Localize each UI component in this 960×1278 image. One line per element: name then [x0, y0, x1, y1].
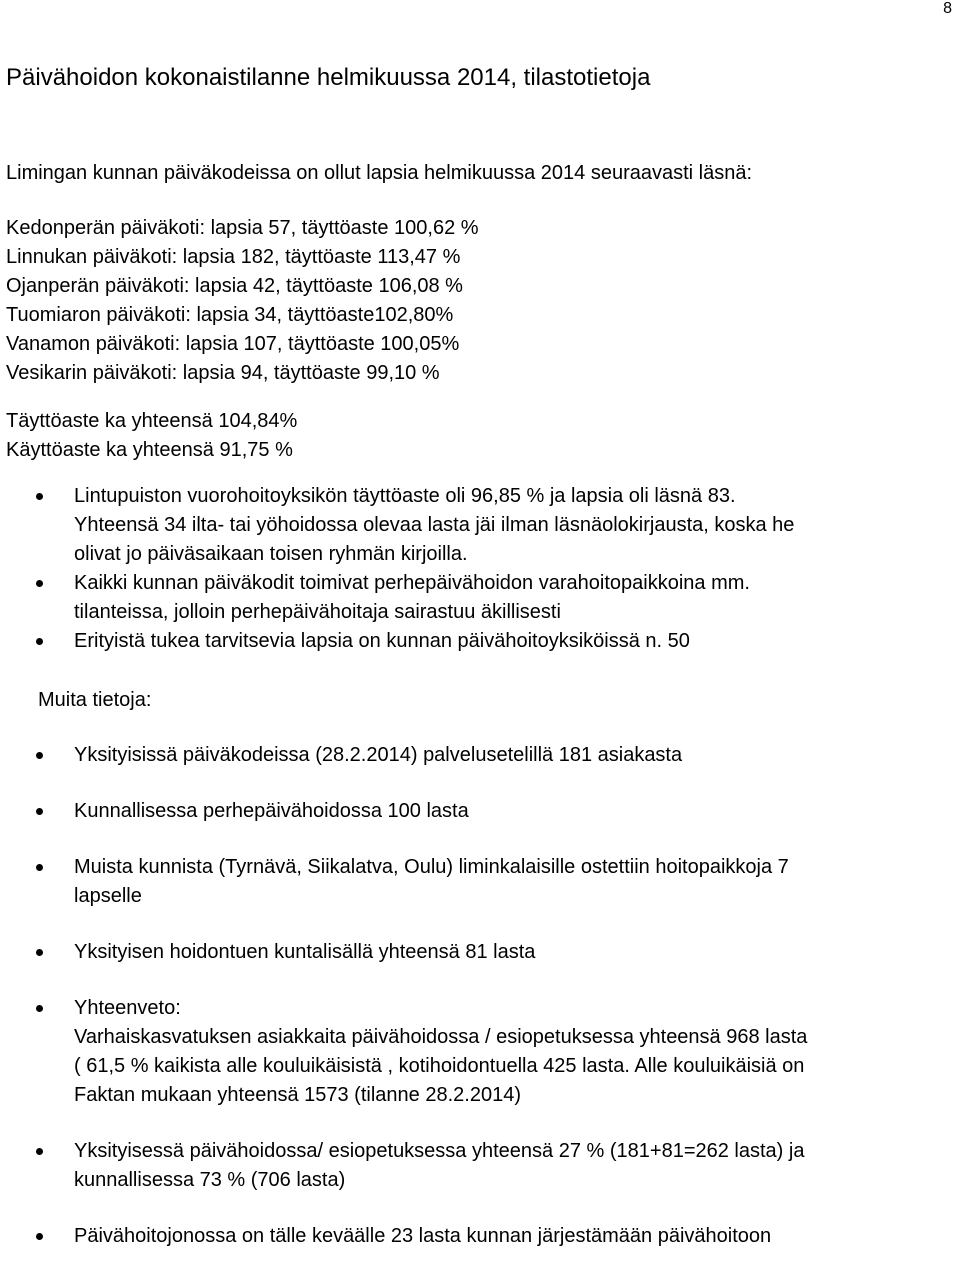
bullet-icon [36, 1148, 43, 1155]
bullet-icon [36, 1233, 43, 1240]
bullet-list-1 [0, 482, 794, 656]
kindergarten-line: Vesikarin päiväkoti: lapsia 94, täyttöaste 99,10 % [6, 362, 440, 384]
list-item-line: Lintupuiston vuorohoitoyksikön täyttöaste oli 96,85 % ja lapsia oli läsnä 83. [74, 485, 736, 507]
list-item-line: Yhteenveto: [74, 997, 181, 1019]
list-item-line: Faktan mukaan yhteensä 1573 (tilanne 28.2.2014) [74, 1084, 521, 1106]
totals-block [6, 407, 297, 465]
bullet-icon [36, 493, 43, 500]
list-item-line: Varhaiskasvatuksen asiakkaita päivähoidossa / esiopetuksessa yhteensä 968 lasta [74, 1026, 808, 1048]
list-item-line: ( 61,5 % kaikista alle kouluikäisistä , kotihoidontuella 425 lasta. Alle kouluikäisiä on [74, 1055, 805, 1077]
list-item-line: Päivähoitojonossa on tälle keväälle 23 lasta kunnan järjestämään päivähoitoon [74, 1225, 772, 1247]
list-item-line: Muista kunnista (Tyrnävä, Siikalatva, Oulu) liminkalaisille ostettiin hoitopaikkoja 7 [74, 856, 789, 878]
bullet-icon [36, 638, 43, 645]
list-item [0, 797, 807, 826]
intro-text: Limingan kunnan päiväkodeissa on ollut lapsia helmikuussa 2014 seuraavasti läsnä: [6, 162, 753, 184]
list-item [0, 627, 794, 656]
list-item-line: Yksityisen hoidontuen kuntalisällä yhteensä 81 lasta [74, 941, 536, 963]
kindergarten-list [6, 214, 479, 388]
list-item-line: Erityistä tukea tarvitsevia lapsia on kunnan päivähoitoyksiköissä n. 50 [74, 630, 690, 652]
list-item [0, 994, 807, 1110]
bullet-icon [36, 580, 43, 587]
list-item-line: lapselle [74, 885, 142, 907]
list-item [0, 938, 807, 967]
other-info-heading: Muita tietoja: [38, 689, 152, 711]
kindergarten-line: Linnukan päiväkoti: lapsia 182, täyttöaste 113,47 % [6, 246, 461, 268]
list-item-line: Yhteensä 34 ilta- tai yöhoidossa olevaa lasta jäi ilman läsnäolokirjausta, koska he [74, 514, 795, 536]
list-item-line: Kunnallisessa perhepäivähoidossa 100 lasta [74, 800, 469, 822]
page-number: 8 [943, 0, 952, 17]
kindergarten-line: Vanamon päiväkoti: lapsia 107, täyttöaste 100,05% [6, 333, 460, 355]
usage-rate-total: Käyttöaste ka yhteensä 91,75 % [6, 439, 293, 461]
kindergarten-line: Kedonperän päiväkoti: lapsia 57, täyttöaste 100,62 % [6, 217, 479, 239]
list-item-line: tilanteissa, jolloin perhepäivähoitaja sairastuu äkillisesti [74, 601, 561, 623]
list-item [0, 569, 794, 627]
list-item [0, 1137, 807, 1195]
list-item-line: Kaikki kunnan päiväkodit toimivat perhepäivähoidon varahoitopaikkoina mm. [74, 572, 750, 594]
list-item-line: olivat jo päiväsaikaan toisen ryhmän kirjoilla. [74, 543, 468, 565]
list-item [0, 853, 807, 911]
bullet-icon [36, 808, 43, 815]
list-item [0, 1222, 807, 1251]
bullet-icon [36, 1005, 43, 1012]
list-item-line: Yksityisissä päiväkodeissa (28.2.2014) palvelusetelillä 181 asiakasta [74, 744, 683, 766]
kindergarten-line: Ojanperän päiväkoti: lapsia 42, täyttöaste 106,08 % [6, 275, 463, 297]
bullet-icon [36, 949, 43, 956]
bullet-icon [36, 864, 43, 871]
bullet-icon [36, 752, 43, 759]
bullet-list-2 [0, 741, 807, 1278]
list-item [0, 741, 807, 770]
kindergarten-line: Tuomiaron päiväkoti: lapsia 34, täyttöaste102,80% [6, 304, 454, 326]
page-title: Päivähoidon kokonaistilanne helmikuussa 2014, tilastotietoja [6, 64, 651, 91]
list-item-line: kunnallisessa 73 % (706 lasta) [74, 1169, 346, 1191]
list-item-line: Yksityisessä päivähoidossa/ esiopetuksessa yhteensä 27 % (181+81=262 lasta) ja [74, 1140, 805, 1162]
list-item [0, 482, 794, 569]
fill-rate-total: Täyttöaste ka yhteensä 104,84% [6, 410, 298, 432]
